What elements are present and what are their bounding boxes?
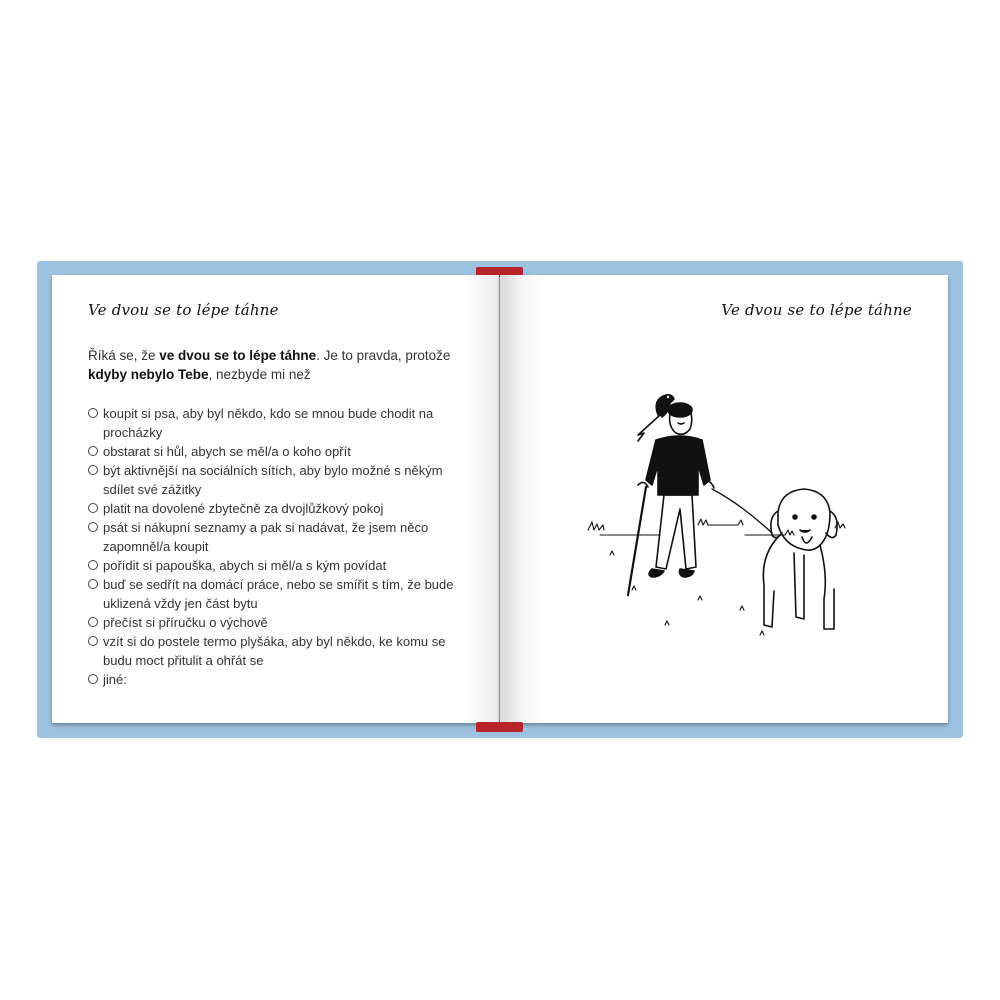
intro-bold-1: ve dvou se to lépe táhne [159, 348, 317, 363]
intro-text-3: , nezbyde mi než [208, 367, 311, 382]
option-label: jiné: [103, 672, 127, 687]
left-page [52, 275, 499, 723]
intro-text-1: Říká se, že [88, 348, 160, 363]
option-item[interactable] [88, 575, 473, 613]
man-with-parrot-cane-and-dog-illustration [580, 385, 870, 650]
radio-circle-icon[interactable] [88, 579, 98, 589]
radio-circle-icon[interactable] [88, 560, 98, 570]
option-label: přečíst si příručku o výchově [103, 615, 268, 630]
option-item[interactable] [88, 670, 473, 689]
option-item[interactable] [88, 556, 473, 575]
option-label: buď se sedřít na domácí práce, nebo se smířit s tím, že bude uklizená vždy jen část bytu [103, 577, 454, 611]
right-page [500, 275, 948, 723]
option-list [88, 404, 473, 689]
option-label: být aktivnější na sociálních sítích, aby bylo možné s někým sdílet své zážitky [103, 463, 443, 497]
radio-circle-icon[interactable] [88, 674, 98, 684]
radio-circle-icon[interactable] [88, 408, 98, 418]
option-label: psát si nákupní seznamy a pak si nadávat, že jsem něco zapomněl/a koupit [103, 520, 429, 554]
option-item[interactable] [88, 613, 473, 632]
parrot-figure [638, 395, 674, 441]
option-item[interactable] [88, 404, 473, 442]
intro-text-2: . Je to pravda, protože [316, 348, 451, 363]
radio-circle-icon[interactable] [88, 503, 98, 513]
radio-circle-icon[interactable] [88, 522, 98, 532]
radio-circle-icon[interactable] [88, 636, 98, 646]
option-label: vzít si do postele termo plyšáka, aby byl někdo, ke komu se budu moct přitulit a ohřát se [103, 634, 446, 668]
option-item[interactable] [88, 632, 473, 670]
intro-paragraph [88, 346, 463, 384]
option-item[interactable] [88, 518, 473, 556]
intro-bold-2: kdyby nebylo Tebe [88, 367, 209, 382]
radio-circle-icon[interactable] [88, 446, 98, 456]
option-item[interactable] [88, 461, 473, 499]
option-label: pořídit si papouška, abych si měl/a s kým povídat [103, 558, 387, 573]
left-running-head: Ve dvou se to lépe táhne [88, 301, 279, 319]
option-label: koupit si psa, aby byl někdo, kdo se mnou bude chodit na procházky [103, 406, 434, 440]
option-label: obstarat si hůl, abych se měl/a o koho opřít [103, 444, 351, 459]
grass-tufts [588, 519, 845, 635]
dog-figure [763, 489, 837, 629]
option-item[interactable] [88, 499, 473, 518]
right-running-head: Ve dvou se to lépe táhne [721, 301, 912, 319]
radio-circle-icon[interactable] [88, 465, 98, 475]
leash-line [712, 489, 772, 533]
option-item[interactable] [88, 442, 473, 461]
bookmark-ribbon-bottom [476, 722, 523, 732]
radio-circle-icon[interactable] [88, 617, 98, 627]
option-label: platit na dovolené zbytečně za dvojlůžkový pokoj [103, 501, 384, 516]
